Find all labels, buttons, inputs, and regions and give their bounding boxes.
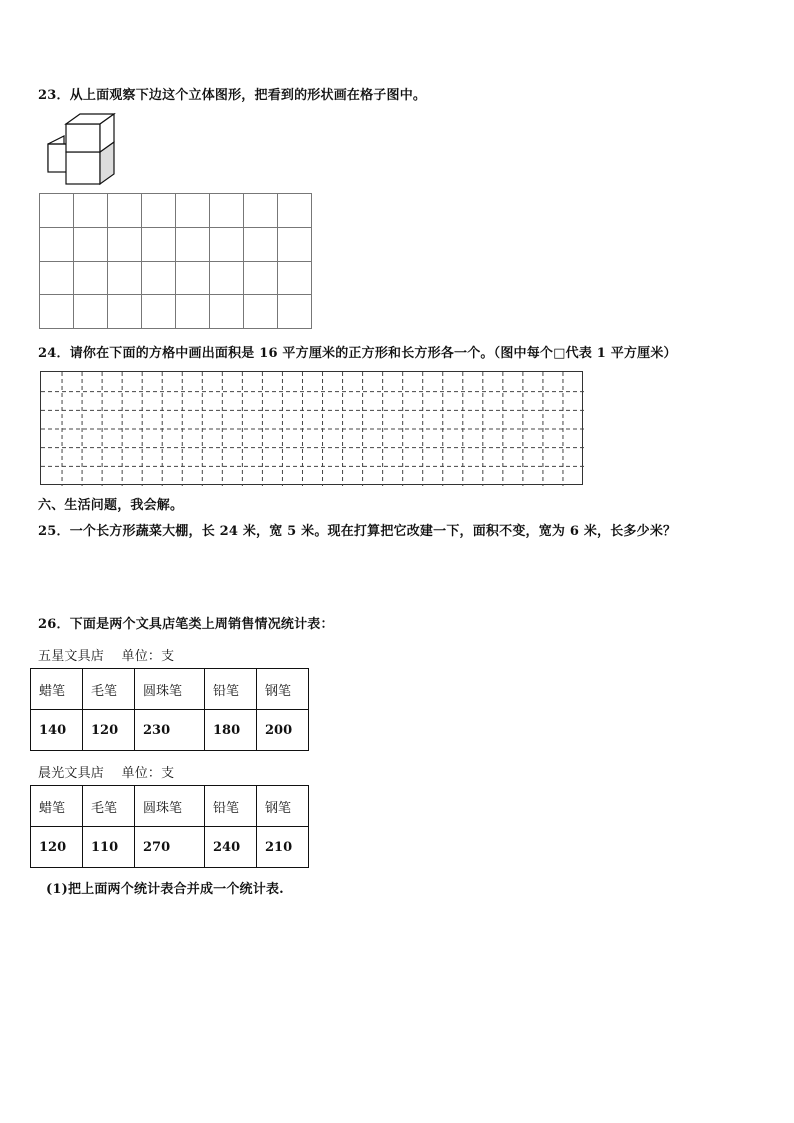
grid-cell: [278, 261, 312, 295]
grid-cell: [40, 227, 74, 261]
table-header-cell: 圆珠笔: [135, 786, 205, 827]
grid-cell: [244, 194, 278, 228]
table-header-cell: 铅笔: [205, 669, 257, 710]
table1-caption: 五星文具店 单位：支: [38, 649, 175, 664]
grid-cell: [244, 227, 278, 261]
table-value-cell: 230: [135, 710, 205, 751]
table-value-cell: 110: [83, 827, 135, 868]
question-24-text: 24．请你在下面的方格中画出面积是 16 平方厘米的正方形和长方形各一个。（图中每个□代表 1 平方厘米）: [38, 346, 677, 361]
grid-cell: [142, 295, 176, 329]
grid-cell: [74, 194, 108, 228]
table-value-cell: 270: [135, 827, 205, 868]
grid-cell: [176, 227, 210, 261]
grid-cell: [176, 295, 210, 329]
grid-cell: [74, 261, 108, 295]
table-value-cell: 210: [257, 827, 309, 868]
table-value-cell: 240: [205, 827, 257, 868]
grid-cell: [108, 295, 142, 329]
grid-cell: [142, 194, 176, 228]
table2-caption: 晨光文具店 单位：支: [38, 766, 175, 781]
table-value-cell: 180: [205, 710, 257, 751]
grid-cell: [278, 295, 312, 329]
question-26-sub1-text: (1)把上面两个统计表合并成一个统计表.: [46, 882, 284, 897]
grid-cell: [210, 295, 244, 329]
question-23-text: 23．从上面观察下边这个立体图形，把看到的形状画在格子图中。: [38, 88, 427, 103]
table-header-cell: 钢笔: [257, 669, 309, 710]
top-view-grid: [39, 193, 312, 329]
grid-cell: [40, 194, 74, 228]
grid-cell: [108, 227, 142, 261]
table-header-cell: 蜡笔: [31, 786, 83, 827]
grid-cell: [244, 261, 278, 295]
grid-cell: [74, 227, 108, 261]
grid-cell: [244, 295, 278, 329]
grid-cell: [142, 261, 176, 295]
table-header-cell: 蜡笔: [31, 669, 83, 710]
grid-cell: [210, 194, 244, 228]
table-header-cell: 毛笔: [83, 786, 135, 827]
grid-cell: [108, 261, 142, 295]
question-26-text: 26．下面是两个文具店笔类上周销售情况统计表：: [38, 617, 334, 632]
table-value-cell: 120: [83, 710, 135, 751]
grid-cell: [210, 261, 244, 295]
dashed-square-grid: [40, 371, 583, 485]
grid-cell: [176, 194, 210, 228]
table-header-cell: 铅笔: [205, 786, 257, 827]
chenguang-stats-table: [30, 785, 309, 868]
grid-cell: [108, 194, 142, 228]
grid-cell: [176, 261, 210, 295]
grid-cell: [278, 227, 312, 261]
wuxing-stats-table: [30, 668, 309, 751]
table-value-cell: 140: [31, 710, 83, 751]
table-header-cell: 毛笔: [83, 669, 135, 710]
grid-cell: [142, 227, 176, 261]
grid-cell: [210, 227, 244, 261]
grid-cell: [40, 295, 74, 329]
cube-figure: [44, 110, 124, 190]
table-header-cell: 圆珠笔: [135, 669, 205, 710]
section-6-heading: 六、生活问题，我会解。: [38, 498, 184, 513]
grid-cell: [278, 194, 312, 228]
table-value-cell: 120: [31, 827, 83, 868]
table-header-cell: 钢笔: [257, 786, 309, 827]
question-25-text: 25．一个长方形蔬菜大棚，长 24 米，宽 5 米。现在打算把它改建一下，面积不变，宽为 6 米，长多少米？: [38, 524, 677, 539]
table-value-cell: 200: [257, 710, 309, 751]
grid-cell: [40, 261, 74, 295]
grid-cell: [74, 295, 108, 329]
